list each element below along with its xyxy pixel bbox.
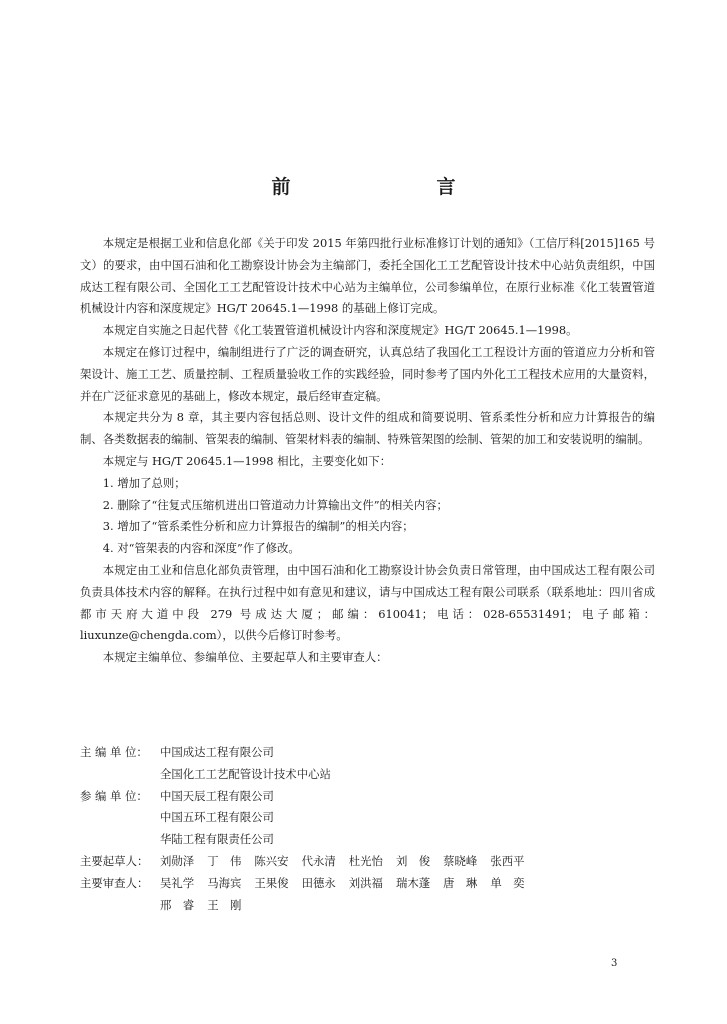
person-name: 瑞木蓬 [395,875,431,890]
unit-name: 中国五环工程有限公司 [160,810,274,825]
change-item-3: 3. 增加了“管系柔性分析和应力计算报告的编制”的相关内容； [102,519,414,534]
unit-name: 华陆工程有限责任公司 [160,832,274,847]
role-label: 主要审查人： [80,875,149,890]
paragraph-chapters: 本规定共分为 8 章，其主要内容包括总则、设计文件的组成和简要说明、管系柔性分析和应力计算报告的编制、各类数据表的编制、管架表的编制、管架材料表的编制、特殊管架图的绘制、管架的加工和安装说明的编制。 [80,410,655,447]
role-label: 参 编 单 位： [80,788,148,803]
unit-name: 全国化工工艺配管设计技术中心站 [160,766,331,781]
paragraph-basis: 本规定是根据工业和信息化部《关于印发 2015 年第四批行业标准修订计划的通知》（工信厅科[2015]165 号文）的要求，由中国石油和化工勘察设计协会为主编部门，委托全国化工工艺配管设计技术中心站负责组织，中国成达工程有限公司、全国化工工艺配管设计技术中心站为主编单位，公司参编单位，在原行业标准《化工装置管道机械设计内容和深度规定》HG/T 20645.1—1998 的基础上修订完成。 [80,236,655,316]
person-name: 王果俊 [254,875,289,890]
person-name: 陈兴安 [254,853,289,868]
person-name: 丁 伟 [207,853,242,868]
person-name: 刘洪福 [348,875,383,890]
paragraph-roster-intro: 本规定主编单位、参编单位、主要起草人和主要审查人： [102,650,388,665]
person-name: 张西平 [490,853,525,868]
paragraph-management: 本规定由工业和信息化部负责管理，由中国石油和化工勘察设计协会负责日常管理，由中国成达工程有限公司负责具体技术内容的解释。在执行过程中如有意见和建议，请与中国成达工程有限公司联系（联系地址：四川省成都市天府大道中段 279 号成达大厦；邮编：610041；电话：028-65531491；电子邮箱：liuxunze@chengda.com），以供今后修订时参考。 [80,562,655,643]
person-name: 吴礼学 [160,875,195,890]
page-number: 3 [611,958,618,969]
person-name: 单 奕 [490,875,525,890]
person-name: 杜光怡 [348,853,383,868]
change-item-4: 4. 对“管架表的内容和深度”作了修改。 [102,541,300,556]
paragraph-replacement: 本规定自实施之日起代替《化工装置管道机械设计内容和深度规定》HG/T 20645.1—1998。 [102,323,578,338]
person-name: 田德永 [301,875,336,890]
paragraph-changes-intro: 本规定与 HG/T 20645.1—1998 相比，主要变化如下： [102,453,392,468]
unit-name: 中国成达工程有限公司 [160,745,274,759]
unit-name: 中国天辰工程有限公司 [160,788,274,803]
role-label: 主 编 单 位： [80,745,148,759]
roster [80,742,655,916]
person-name: 邢 睿 [160,897,195,912]
page-title: 前 言 [271,176,492,198]
person-name: 王 刚 [207,897,242,912]
participating-units [80,786,655,851]
chief-editor-units [80,742,655,786]
person-name: 刘勋泽 [160,853,195,868]
change-item-2: 2. 删除了“往复式压缩机进出口管道动力计算输出文件”的相关内容； [102,497,448,512]
paragraph-process: 本规定在修订过程中，编制组进行了广泛的调查研究，认真总结了我国化工工程设计方面的管道应力分析和管架设计、施工工艺、质量控制、工程质量验收工作的实践经验，同时参考了国内外化工工程技术应用的大量资料，并在广泛征求意见的基础上，修改本规定，最后经审查定稿。 [80,344,655,403]
person-name: 马海宾 [207,875,242,890]
person-name: 唐 琳 [443,875,478,890]
main-reviewers [80,873,655,917]
role-label: 主要起草人： [80,853,149,868]
person-name: 蔡晓峰 [443,853,478,868]
main-drafters [80,851,655,873]
preface-body [80,233,655,669]
person-name: 刘 俊 [395,853,431,868]
change-item-1: 1. 增加了总则； [102,475,186,490]
person-name: 代永清 [301,853,336,868]
